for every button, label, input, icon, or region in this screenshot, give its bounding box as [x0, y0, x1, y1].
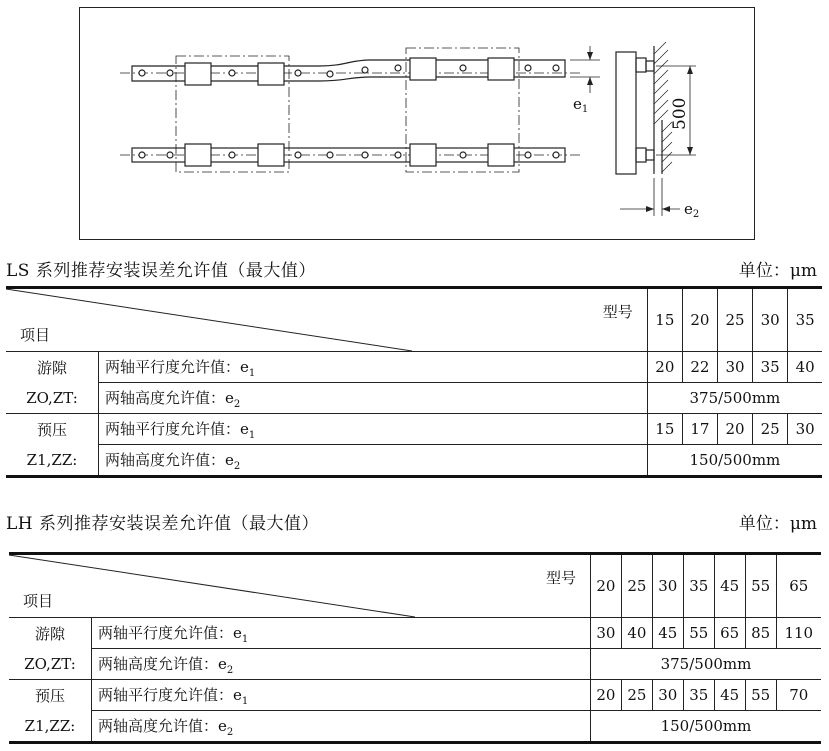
- ls-g0-r1-v0: 20: [647, 352, 682, 383]
- lh-model-1: 25: [621, 554, 652, 618]
- lh-group-0-row1-label: 两轴平行度允许值：$e_1$: [92, 618, 591, 649]
- ls-g0-r1-v1: 22: [682, 352, 717, 383]
- lh-g0-r1-v4: 65: [714, 618, 745, 649]
- lh-group-0-name1: 游隙: [34, 624, 65, 643]
- ls-model-4: 35: [788, 288, 822, 352]
- lh-model-4: 45: [714, 554, 745, 618]
- lh-title: LH 系列推荐安装误差允许值（最大值）: [6, 514, 320, 534]
- lh-g0-r1-v2: 45: [652, 618, 683, 649]
- ls-title: LS 系列推荐安装误差允许值（最大值）: [6, 261, 316, 281]
- lh-table: [9, 552, 821, 744]
- ls-model-1: 20: [682, 288, 717, 352]
- lh-group-1-row1-label: 两轴平行度允许值：$e_1$: [92, 680, 591, 711]
- lh-header-item: 项目: [23, 592, 54, 610]
- ls-group-0-name1: 游隙: [36, 358, 67, 377]
- ls-g0-r1-v4: 40: [788, 352, 822, 383]
- lh-g1-r1-v3: 35: [683, 680, 714, 711]
- lh-model-2: 30: [652, 554, 683, 618]
- lh-header-model: 型号: [545, 569, 576, 587]
- ls-g1-r1-v1: 17: [682, 414, 717, 445]
- ls-g1-r1-v3: 25: [753, 414, 788, 445]
- ls-header-diagonal-cell: [6, 288, 647, 352]
- ls-table: [6, 286, 822, 478]
- e2-label: $e_2$: [684, 200, 700, 220]
- lh-g1-r1-v5: 55: [745, 680, 776, 711]
- ls-g0-r1-v2: 30: [718, 352, 753, 383]
- lh-group-0-name2: ZO,ZT:: [9, 649, 92, 680]
- lh-g0-r1-v6: 110: [776, 618, 821, 649]
- ls-unit: 单位：μm: [738, 261, 817, 281]
- lh-g0-r1-v1: 40: [621, 618, 652, 649]
- ls-group-1-row1-label: 两轴平行度允许值：$e_1$: [99, 414, 648, 445]
- ls-g1-r1-v4: 30: [788, 414, 822, 445]
- ls-model-3: 30: [753, 288, 788, 352]
- lh-g0-r2-value: 375/500mm: [590, 649, 821, 680]
- ls-group-1-row2-label: 两轴高度允许值：$e_2$: [99, 445, 648, 477]
- lh-model-3: 35: [683, 554, 714, 618]
- ls-header-item: 项目: [20, 326, 51, 344]
- installation-diagram: [79, 7, 755, 240]
- ls-g0-r2-value: 375/500mm: [647, 383, 822, 414]
- ls-model-2: 25: [718, 288, 753, 352]
- ls-model-0: 15: [647, 288, 682, 352]
- lh-group-1-name2: Z1,ZZ:: [9, 711, 92, 743]
- e1-label: $e_1$: [573, 95, 589, 115]
- lh-g1-r1-v4: 45: [714, 680, 745, 711]
- lh-group-1-name1: 预压: [34, 686, 65, 705]
- ls-g1-r1-v2: 20: [718, 414, 753, 445]
- lh-g1-r1-v6: 70: [776, 680, 821, 711]
- lh-group-0-row2-label: 两轴高度允许值：$e_2$: [92, 649, 591, 680]
- ls-g1-r2-value: 150/500mm: [647, 445, 822, 477]
- ls-group-1-name1: 预压: [36, 420, 67, 439]
- lh-g0-r1-v5: 85: [745, 618, 776, 649]
- rail-diagram-svg: [80, 8, 756, 241]
- ls-group-0-row1-label: 两轴平行度允许值：$e_1$: [99, 352, 648, 383]
- lh-unit: 单位：μm: [738, 514, 817, 534]
- lh-g0-r1-v3: 55: [683, 618, 714, 649]
- lh-group-1-row2-label: 两轴高度允许值：$e_2$: [92, 711, 591, 743]
- dimension-500-label: 500: [670, 97, 690, 130]
- lh-g1-r1-v1: 25: [621, 680, 652, 711]
- lh-model-6: 65: [776, 554, 821, 618]
- lh-model-0: 20: [590, 554, 621, 618]
- ls-group-0-row2-label: 两轴高度允许值：$e_2$: [99, 383, 648, 414]
- lh-g1-r1-v0: 20: [590, 680, 621, 711]
- lh-g0-r1-v0: 30: [590, 618, 621, 649]
- lh-header-diagonal-cell: [9, 554, 590, 618]
- diagonal-line: [6, 289, 412, 351]
- ls-g1-r1-v0: 15: [647, 414, 682, 445]
- lh-g1-r2-value: 150/500mm: [590, 711, 821, 743]
- lh-g1-r1-v2: 30: [652, 680, 683, 711]
- diagonal-line: [9, 555, 415, 617]
- ls-group-0-name2: ZO,ZT:: [6, 383, 99, 414]
- lh-model-5: 55: [745, 554, 776, 618]
- ls-header-model: 型号: [602, 303, 633, 321]
- ls-group-1-name2: Z1,ZZ:: [6, 445, 99, 477]
- ls-g0-r1-v3: 35: [753, 352, 788, 383]
